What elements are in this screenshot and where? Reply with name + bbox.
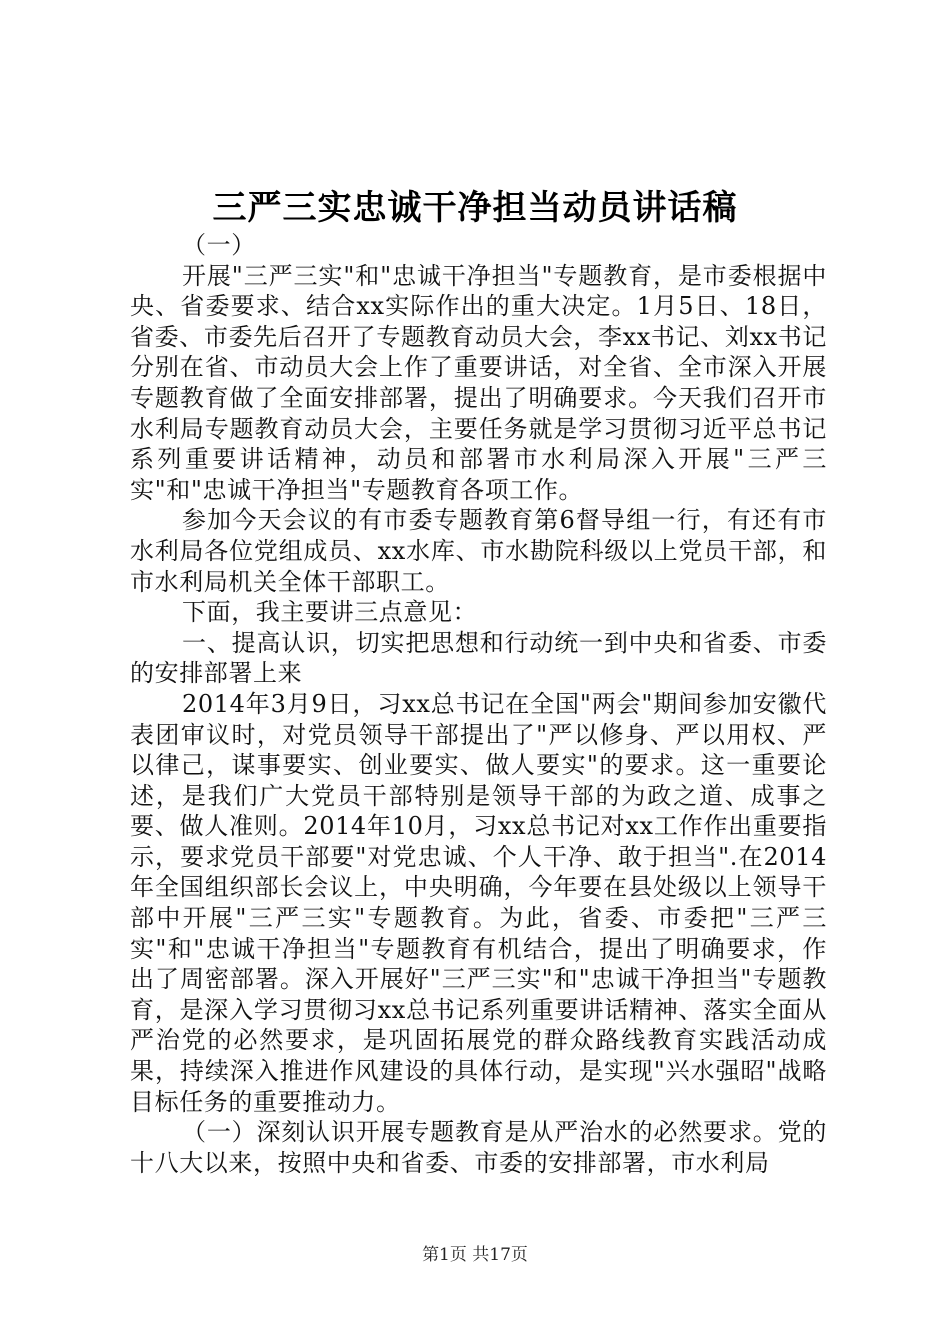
body-paragraph: 参加今天会议的有市委专题教育第6督导组一行，有还有市水利局各位党组成员、xx水库、市水勘院科级以上党员干部，和市水利局机关全体干部职工。 (130, 506, 827, 596)
body-paragraph: 下面，我主要讲三点意见： (182, 598, 478, 627)
page-footer (0, 1244, 950, 1266)
section-marker: （一） (182, 231, 256, 259)
page-number: 第1页 共17页 (422, 1245, 528, 1265)
subsection-paragraph: （一）深刻认识开展专题教育是从严治水的必然要求。党的十八大以来，按照中央和省委、市委的安排部署，市水利局 (130, 1118, 827, 1177)
document-body (130, 230, 827, 1178)
section-heading: 一、提高认识，切实把思想和行动统一到中央和省委、市委的安排部署上来 (130, 628, 827, 688)
body-paragraph: 开展"三严三实"和"忠诚干净担当"专题教育，是市委根据中央、省委要求、结合xx实际作出的重大决定。1月5日、18日，省委、市委先后召开了专题教育动员大会，李xx书记、刘xx书记分别在省、市动员大会上作了重要讲话，对全省、全市深入开展专题教育做了全面安排部署，提出了明确要求。今天我们召开市水利局专题教育动员大会，主要任务就是学习贯彻习近平总书记系列重要讲话精神，动员和部署市水利局深入开展"三严三实"和"忠诚干净担当"专题教育各项工作。 (130, 261, 827, 504)
document-title: 三严三实忠诚干净担当动员讲话稿 (212, 188, 738, 228)
body-paragraph: 2014年3月9日，习xx总书记在全国"两会"期间参加安徽代表团审议时，对党员领导干部提出了"严以修身、严以用权、严以律己，谋事要实、创业要实、做人要实"的要求。这一重要论述，是我们广大党员干部特别是领导干部的为政之道、成事之要、做人准则。2014年10月，习xx总书记对xx工作作出重要指示，要求党员干部要"对党忠诚、个人干净、敢于担当".在2014年全国组织部长会议上，中央明确，今年要在县处级以上领导干部中开展"三严三实"专题教育。为此，省委、市委把"三严三实"和"忠诚干净担当"专题教育有机结合，提出了明确要求，作出了周密部署。深入开展好"三严三实"和"忠诚干净担当"专题教育，是深入学习贯彻习xx总书记系列重要讲话精神、落实全面从严治党的必然要求，是巩固拓展党的群众路线教育实践活动成果，持续深入推进作风建设的具体行动，是实现"兴水强昭"战略目标任务的重要推动力。 (130, 689, 827, 1116)
